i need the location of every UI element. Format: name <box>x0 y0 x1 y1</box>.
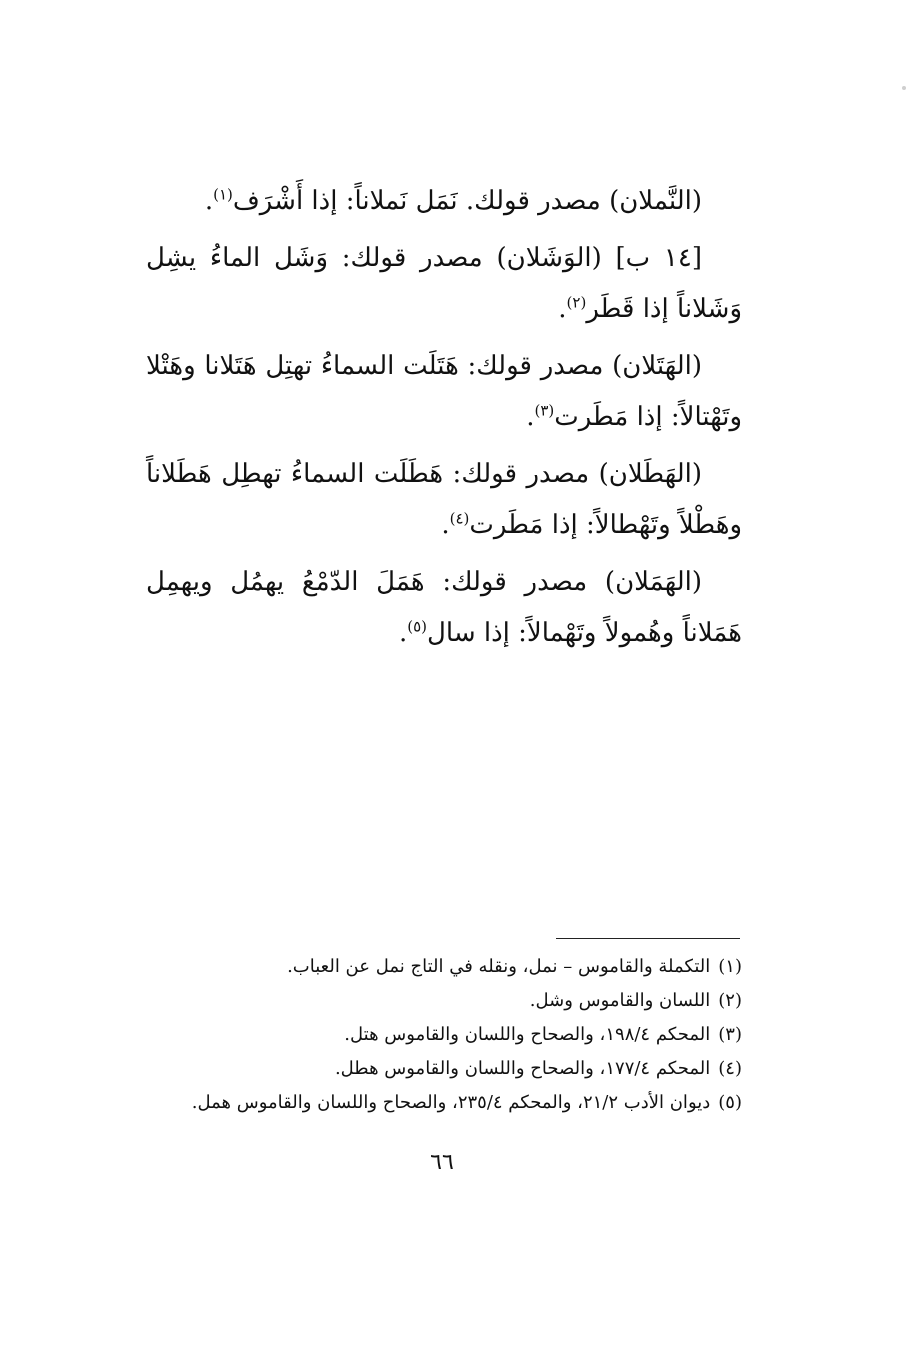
paragraph-end: . <box>204 186 214 216</box>
footnote-number: (٢) <box>718 990 742 1011</box>
paragraph-namalan <box>146 176 742 227</box>
footnote-number: (٣) <box>718 1024 742 1045</box>
footnote-3 <box>120 1018 742 1052</box>
footnote-number: (٥) <box>718 1092 742 1113</box>
paragraph-text: (الهَتَلان) مصدر قولك: هَتَلَت السماءُ تهتِل هَتَلانا وهَتْلا وتَهْتالاً: إذا مَطَرت <box>146 351 742 432</box>
paragraph-end: . <box>526 402 535 432</box>
paragraph-end: . <box>558 294 567 324</box>
footnote-text: اللسان والقاموس وشل. <box>529 990 711 1011</box>
footnote-2 <box>120 984 742 1018</box>
scan-speck <box>902 86 906 90</box>
footnote-text: ديوان الأدب ٢١/٢، والمحكم ٢٣٥/٤، والصحاح واللسان والقاموس همل. <box>191 1092 711 1113</box>
footnote-separator <box>556 938 740 939</box>
paragraph-text: (النَّملان) مصدر قولك. نَمَل نَملاناً: إذا أَشْرَف <box>232 186 702 216</box>
footnote-text: المحكم ١٩٨/٤، والصحاح واللسان والقاموس هتل. <box>344 1024 711 1045</box>
footnote-ref: (٢) <box>566 293 587 312</box>
paragraph-washalan <box>146 233 742 335</box>
footnote-4 <box>120 1052 742 1086</box>
paragraph-hatalan <box>146 341 742 443</box>
paragraph-end: . <box>441 510 450 540</box>
footnote-text: التكملة والقاموس – نمل، ونقله في التاج نمل عن العباب. <box>287 956 711 977</box>
paragraph-text: (الهَطَلان) مصدر قولك: هَطَلَت السماءُ تهطِل هَطَلاناً وهَطْلاً وتَهْطالاً: إذا مَطَرت <box>146 459 742 540</box>
paragraph-text: (الهَمَلان) مصدر قولك: هَمَلَ الدّمْعُ يهمُل ويهمِل هَمَلاناً وهُمولاً وتَهْمالاً: إذا سال <box>146 567 742 648</box>
footnote-ref: (٥) <box>407 617 428 636</box>
footnote-ref: (٣) <box>534 401 555 420</box>
footnote-ref: (٤) <box>449 509 470 528</box>
footnote-number: (٤) <box>718 1058 742 1079</box>
footnotes <box>120 950 742 1120</box>
footnote-1 <box>120 950 742 984</box>
footnote-5 <box>120 1086 742 1120</box>
page-number: ٦٦ <box>430 1150 454 1175</box>
footnote-ref: (١) <box>213 185 233 204</box>
paragraph-hamalan <box>146 557 742 659</box>
main-text <box>146 176 742 665</box>
paragraph-hatalan-rain <box>146 449 742 551</box>
paragraph-text: [١٤ ب] (الوَشَلان) مصدر قولك: وَشَل الماءُ يشِل وَشَلاناً إذا قَطَر <box>146 243 742 324</box>
footnote-text: المحكم ١٧٧/٤، والصحاح واللسان والقاموس هطل. <box>334 1058 711 1079</box>
footnote-number: (١) <box>718 956 742 977</box>
paragraph-end: . <box>398 618 408 648</box>
